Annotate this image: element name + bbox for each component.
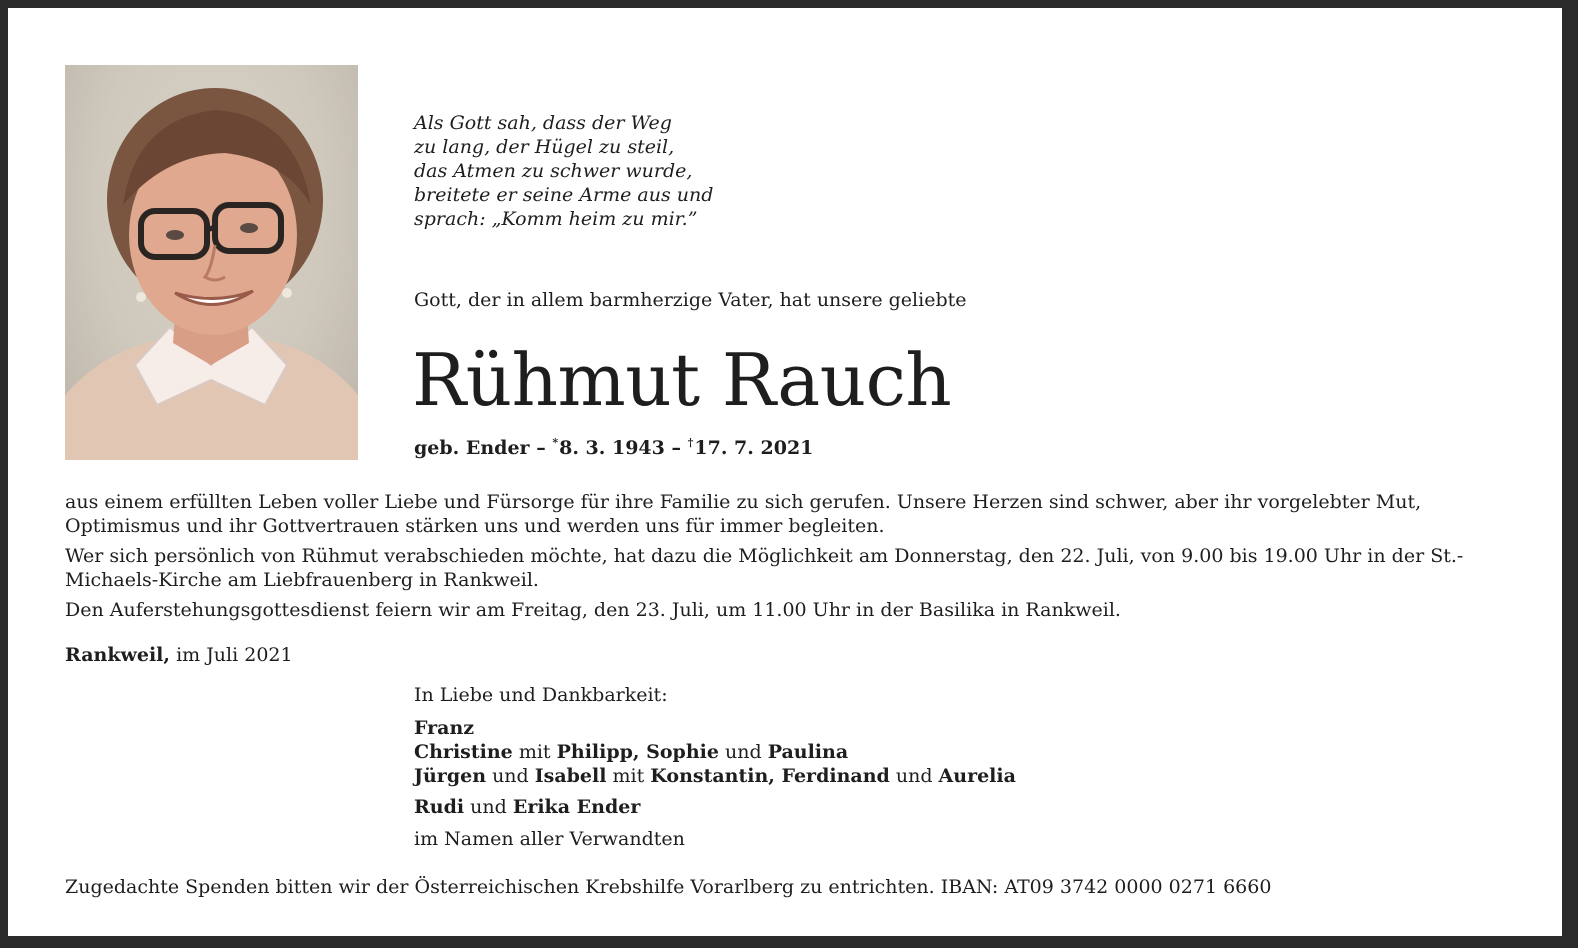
- life-dates: [414, 436, 813, 459]
- family-line: [414, 764, 1016, 788]
- poem-line: Als Gott sah, dass der Weg: [414, 112, 672, 134]
- family-line: [414, 740, 1016, 764]
- family-name: Franz: [414, 717, 475, 739]
- poem: [414, 111, 713, 231]
- donation-note: Zugedachte Spenden bitten wir der Österreichischen Krebshilfe Vorarlberg zu entrichten. IBAN: AT09 3742 0000 0271 6660: [65, 876, 1272, 898]
- family-name: Philipp, Sophie: [556, 741, 719, 763]
- death-date: 17. 7. 2021: [694, 437, 814, 459]
- family-name: Konstantin, Ferdinand: [650, 765, 890, 787]
- paragraph: Den Auferstehungsgottesdienst feiern wir am Freitag, den 23. Juli, um 11.00 Uhr in der Basilika in Rankweil.: [65, 599, 1121, 621]
- poem-line: breitete er seine Arme aus und: [414, 184, 714, 206]
- family-name: Isabell: [534, 765, 607, 787]
- family-name: Jürgen: [414, 765, 487, 787]
- portrait-photo: [65, 65, 358, 460]
- connector: und: [895, 765, 933, 787]
- dash: –: [536, 437, 546, 459]
- place-month: im Juli 2021: [176, 644, 293, 666]
- paragraph: Wer sich persönlich von Rühmut verabschieden möchte, hat dazu die Möglichkeit am Donnerstag, den 22. Juli, von 9.00 bis 19.00 Uhr in der St.-Michaels-Kirche am Liebfrauenberg in Rankweil.: [65, 545, 1464, 591]
- connector: und: [492, 765, 529, 787]
- connector: und: [725, 741, 762, 763]
- relatives-line: im Namen aller Verwandten: [414, 828, 685, 850]
- maiden-name: geb. Ender: [414, 437, 530, 459]
- poem-line: zu lang, der Hügel zu steil,: [414, 136, 675, 158]
- birth-symbol: *: [552, 436, 559, 449]
- paragraph: aus einem erfüllten Leben voller Liebe und Fürsorge für ihre Familie zu sich gerufen. Unsere Herzen sind schwer, aber ihr vorgelebter Mut, Optimismus und ihr Gottvertrauen stärken uns und werden uns für immer begleiten.: [65, 491, 1422, 537]
- poem-line: das Atmen zu schwer wurde,: [414, 160, 693, 182]
- family-name: Rudi: [414, 796, 465, 818]
- dash: –: [671, 437, 681, 459]
- deceased-name: Rühmut Rauch: [412, 338, 952, 422]
- family-line: [414, 716, 1016, 740]
- connector: mit: [518, 741, 551, 763]
- family-name: Paulina: [767, 741, 849, 763]
- family-list: [414, 716, 1016, 788]
- death-symbol: †: [687, 436, 694, 449]
- birth-date: 8. 3. 1943: [559, 437, 665, 459]
- body-text: [65, 490, 1515, 628]
- place-town: Rankweil,: [65, 644, 171, 666]
- family-name: Aurelia: [938, 765, 1016, 787]
- thanks-line: In Liebe und Dankbarkeit:: [414, 684, 668, 706]
- connector: mit: [612, 765, 645, 787]
- poem-line: sprach: „Komm heim zu mir.”: [414, 208, 698, 230]
- obituary-card: [8, 8, 1562, 936]
- portrait-illustration: [65, 65, 358, 460]
- intro-text: Gott, der in allem barmherzige Vater, hat unsere geliebte: [414, 289, 967, 311]
- family-name: Christine: [414, 741, 513, 763]
- place-date: [65, 644, 293, 666]
- family-name: Erika Ender: [512, 796, 641, 818]
- family-line: [414, 796, 640, 818]
- connector: und: [470, 796, 507, 818]
